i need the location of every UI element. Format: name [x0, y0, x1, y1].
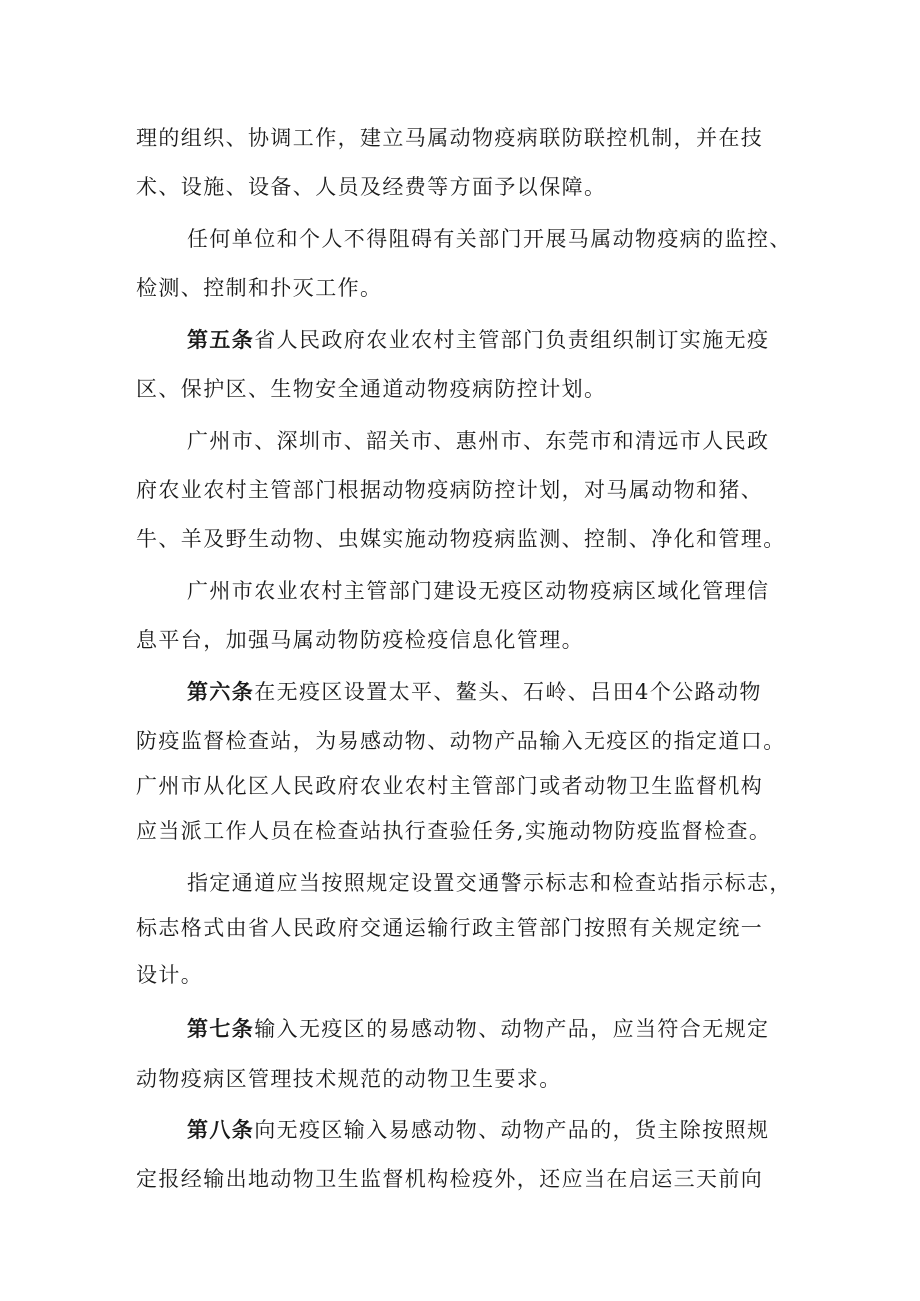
- paragraph-2-line-2: 检测、控制和扑灭工作。: [136, 276, 383, 300]
- article-5-line-2: 区、保护区、生物安全通道动物疫病防控计划。: [136, 377, 607, 401]
- paragraph-5-line-1: 广州市农业农村主管部门建设无疫区动物疫病区域化管理信: [187, 579, 770, 603]
- article-7-text: 输入无疫区的易感动物、动物产品，应当符合无规定: [254, 1017, 770, 1041]
- article-5-text: 省人民政府农业农村主管部门负责组织制订实施无疫: [254, 328, 770, 352]
- article-6-heading: 第六条: [187, 679, 255, 704]
- article-8-line-2: 定报经输出地动物卫生监督机构检疫外，还应当在启运三天前向: [136, 1167, 764, 1191]
- article-8-line-1: [187, 1118, 847, 1142]
- article-5-line-1: [187, 328, 847, 352]
- paragraph-5-line-2: 息平台，加强马属动物防疫检疫信息化管理。: [136, 628, 584, 652]
- article-6-line-1: [187, 680, 847, 704]
- article-8-text: 向无疫区输入易感动物、动物产品的，货主除按照规: [254, 1118, 770, 1142]
- article-7-line-2: 动物疫病区管理技术规范的动物卫生要求。: [136, 1067, 562, 1091]
- article-6-line-2: 防疫监督检查站，为易感动物、动物产品输入无疫区的指定道口。: [136, 729, 786, 753]
- paragraph-7-line-1: 指定通道应当按照规定设置交通警示标志和检查站指示标志，: [187, 871, 792, 895]
- article-8-heading: 第八条: [187, 1117, 255, 1142]
- article-6-text: 在无疫区设置太平、鳌头、石岭、吕田4个公路动物: [254, 680, 762, 704]
- paragraph-1-line-2: 术、设施、设备、人员及经费等方面予以保障。: [136, 175, 607, 199]
- article-7-line-1: [187, 1017, 847, 1041]
- paragraph-7-line-3: 设计。: [136, 963, 204, 987]
- paragraph-4-line-3: 牛、羊及野生动物、虫媒实施动物疫病监测、控制、净化和管理。: [136, 527, 786, 551]
- paragraph-4-line-1: 广州市、深圳市、韶关市、惠州市、东莞市和清远市人民政: [187, 429, 770, 453]
- paragraph-2-line-1: 任何单位和个人不得阻碍有关部门开展马属动物疫病的监控、: [187, 227, 792, 251]
- paragraph-1-line-1: 理的组织、协调工作，建立马属动物疫病联防联控机制，并在技: [136, 126, 764, 150]
- article-6-line-3: 广州市从化区人民政府农业农村主管部门或者动物卫生监督机构: [136, 774, 764, 798]
- article-6-line-4: 应当派工作人员在检查站执行查验任务,实施动物防疫监督检查。: [136, 819, 772, 843]
- paragraph-7-line-2: 标志格式由省人民政府交通运输行政主管部门按照有关规定统一: [136, 916, 764, 940]
- paragraph-4-line-2: 府农业农村主管部门根据动物疫病防控计划，对马属动物和猪、: [136, 478, 764, 502]
- article-7-heading: 第七条: [187, 1016, 255, 1041]
- article-5-heading: 第五条: [187, 327, 255, 352]
